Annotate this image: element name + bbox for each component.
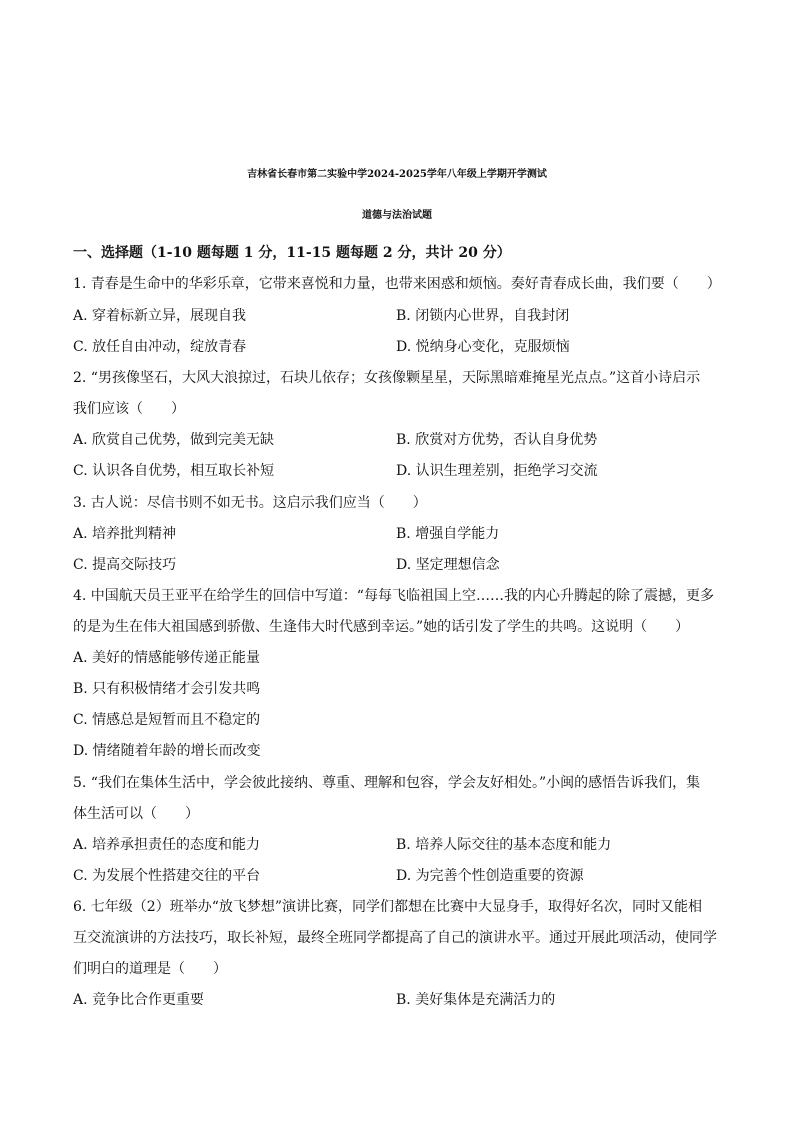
- question-5-option-a: A. 培养承担责任的态度和能力: [73, 837, 261, 853]
- exam-title: 吉林省长春市第二实验中学2024-2025学年八年级上学期开学测试: [247, 169, 547, 180]
- question-4-option-b: B. 只有积极情绪才会引发共鸣: [73, 681, 261, 697]
- question-6-stem-line-3: 们明白的道理是（ ）: [73, 961, 227, 977]
- section-heading: 一、选择题（1-10 题每题 1 分，11-15 题每题 2 分，共计 20 分）: [73, 245, 511, 261]
- question-4-option-d: D. 情绪随着年龄的增长而改变: [73, 743, 261, 759]
- question-5-option-d: D. 为完善个性创造重要的资源: [396, 868, 584, 884]
- question-4-stem-line-1: 4. 中国航天员王亚平在给学生的回信中写道：“每每飞临祖国上空……我的内心升腾起的除了震撼，更多: [73, 588, 714, 604]
- question-6-stem-line-1: 6. 七年级（2）班举办“放飞梦想”演讲比赛，同学们都想在比赛中大显身手，取得好名次，同时又能相: [73, 899, 703, 915]
- question-5-option-b: B. 培养人际交往的基本态度和能力: [396, 837, 612, 853]
- question-6-option-a: A. 竞争比合作更重要: [73, 992, 205, 1008]
- question-4-option-c: C. 情感总是短暂而且不稳定的: [73, 712, 261, 728]
- question-2-stem-line-2: 我们应该（ ）: [73, 401, 185, 417]
- question-3-option-b: B. 增强自学能力: [396, 526, 500, 542]
- question-5-stem-line-1: 5. “我们在集体生活中，学会彼此接纳、尊重、理解和包容，学会友好相处。”小闽的感悟告诉我们，集: [73, 775, 701, 791]
- question-4-stem-line-2: 的是为生在伟大祖国感到骄傲、生逢伟大时代感到幸运。”她的话引发了学生的共鸣。这说明（ ）: [73, 619, 690, 635]
- question-3-stem: 3. 古人说：尽信书则不如无书。这启示我们应当（ ）: [73, 495, 427, 511]
- question-3-option-c: C. 提高交际技巧: [73, 557, 177, 573]
- question-1-option-c: C. 放任自由冲动，绽放青春: [73, 339, 247, 355]
- question-4-option-a: A. 美好的情感能够传递正能量: [73, 650, 261, 666]
- question-2-stem-line-1: 2. “男孩像坚石，大风大浪掠过，石块儿依存；女孩像颗星星，天际黑暗难掩星光点点。”这首小诗启示: [73, 370, 701, 386]
- question-3-option-d: D. 坚定理想信念: [396, 557, 500, 573]
- question-2-option-b: B. 欣赏对方优势，否认自身优势: [396, 432, 598, 448]
- exam-subtitle: 道德与法治试题: [362, 210, 432, 221]
- question-1-option-d: D. 悦纳身心变化，克服烦恼: [396, 339, 570, 355]
- question-2-option-c: C. 认识各自优势，相互取长补短: [73, 463, 275, 479]
- question-1-stem: 1. 青春是生命中的华彩乐章，它带来喜悦和力量，也带来困惑和烦恼。奏好青春成长曲，我们要（ ）: [73, 276, 721, 292]
- question-2-option-a: A. 欣赏自己优势，做到完美无缺: [73, 432, 275, 448]
- question-3-option-a: A. 培养批判精神: [73, 526, 177, 542]
- question-1-option-a: A. 穿着标新立异，展现自我: [73, 308, 247, 324]
- question-2-option-d: D. 认识生理差别，拒绝学习交流: [396, 463, 598, 479]
- question-5-stem-line-2: 体生活可以（ ）: [73, 806, 199, 822]
- question-5-option-c: C. 为发展个性搭建交往的平台: [73, 868, 261, 884]
- question-1-option-b: B. 闭锁内心世界，自我封闭: [396, 308, 570, 324]
- question-6-option-b: B. 美好集体是充满活力的: [396, 992, 556, 1008]
- question-6-stem-line-2: 互交流演讲的方法技巧，取长补短，最终全班同学都提高了自己的演讲水平。通过开展此项活动，使同学: [73, 930, 717, 946]
